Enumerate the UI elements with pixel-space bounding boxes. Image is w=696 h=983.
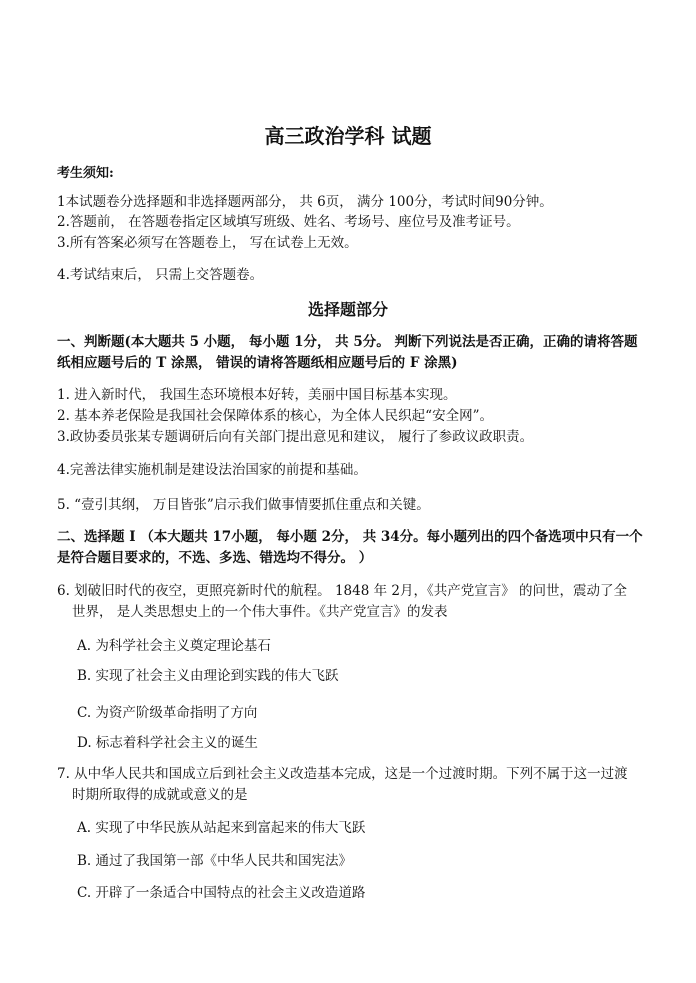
part2-heading: 二、选择题 Ⅰ （本大题共 17小题， 每小题 2分， 共 34分。每小题列出的四个备选项中只有一个 xyxy=(57,529,643,545)
question-7-option: C. 开辟了一条适合中国特点的社会主义改造道路 xyxy=(77,885,366,901)
judgement-item: 2. 基本养老保险是我国社会保障体系的核心，为全体人民织起“安全网”。 xyxy=(57,408,493,424)
judgement-item: 4.完善法律实施机制是建设法治国家的前提和基础。 xyxy=(57,462,367,478)
question-6-option: A. 为科学社会主义奠定理论基石 xyxy=(77,638,271,654)
judgement-item: 3.政协委员张某专题调研后向有关部门提出意见和建议， 履行了参政议政职责。 xyxy=(57,429,534,445)
page-title: 高三政治学科 试题 xyxy=(264,124,432,148)
question-6-option: B. 实现了社会主义由理论到实践的伟大飞跃 xyxy=(77,668,339,684)
notice-item: 1本试题卷分选择题和非选择题两部分， 共 6页， 满分 100分，考试时间90分钟。 xyxy=(57,194,553,210)
judgement-item: 5. “壹引其纲， 万目皆张”启示我们做事情要抓住重点和关键。 xyxy=(57,497,430,513)
question-7-option: B. 通过了我国第一部《中华人民共和国宪法》 xyxy=(77,853,353,869)
part1-heading: 一、判断题(本大题共 5 小题， 每小题 1分， 共 5分。 判断下列说法是否正确，正确的请将答题 xyxy=(57,334,638,350)
section-title: 选择题部分 xyxy=(307,300,388,319)
part2-heading: 是符合题目要求的，不选、多选、错选均不得分。 ） xyxy=(57,550,373,566)
part1-heading: 纸相应题号后的 T 涂黑， 错误的请将答题纸相应题号后的 F 涂黑) xyxy=(57,355,458,371)
notice-heading: 考生须知: xyxy=(57,166,114,181)
notice-item: 3.所有答案必须写在答题卷上， 写在试卷上无效。 xyxy=(57,235,358,251)
question-6-option: C. 为资产阶级革命指明了方向 xyxy=(77,705,258,721)
question-7-option: A. 实现了中华民族从站起来到富起来的伟大飞跃 xyxy=(77,820,366,836)
notice-item: 2.答题前， 在答题卷指定区域填写班级、姓名、考场号、座位号及准考证号。 xyxy=(57,214,520,230)
question-6-stem: 世界， 是人类思想史上的一个伟大事件。《共产党宣言》的发表 xyxy=(72,604,448,620)
question-6-option: D. 标志着科学社会主义的诞生 xyxy=(77,735,258,751)
notice-item: 4.考试结束后， 只需上交答题卷。 xyxy=(57,267,264,283)
question-7-stem: 时期所取得的成就或意义的是 xyxy=(72,787,248,803)
question-6-stem: 6. 划破旧时代的夜空，更照亮新时代的航程。 1848 年 2月，《共产党宣言》 的问世，震动了全 xyxy=(57,583,628,599)
question-7-stem: 7. 从中华人民共和国成立后到社会主义改造基本完成，这是一个过渡时期。下列不属于这一过渡 xyxy=(57,766,628,782)
judgement-item: 1. 进入新时代， 我国生态环境根本好转，美丽中国目标基本实现。 xyxy=(57,387,457,403)
